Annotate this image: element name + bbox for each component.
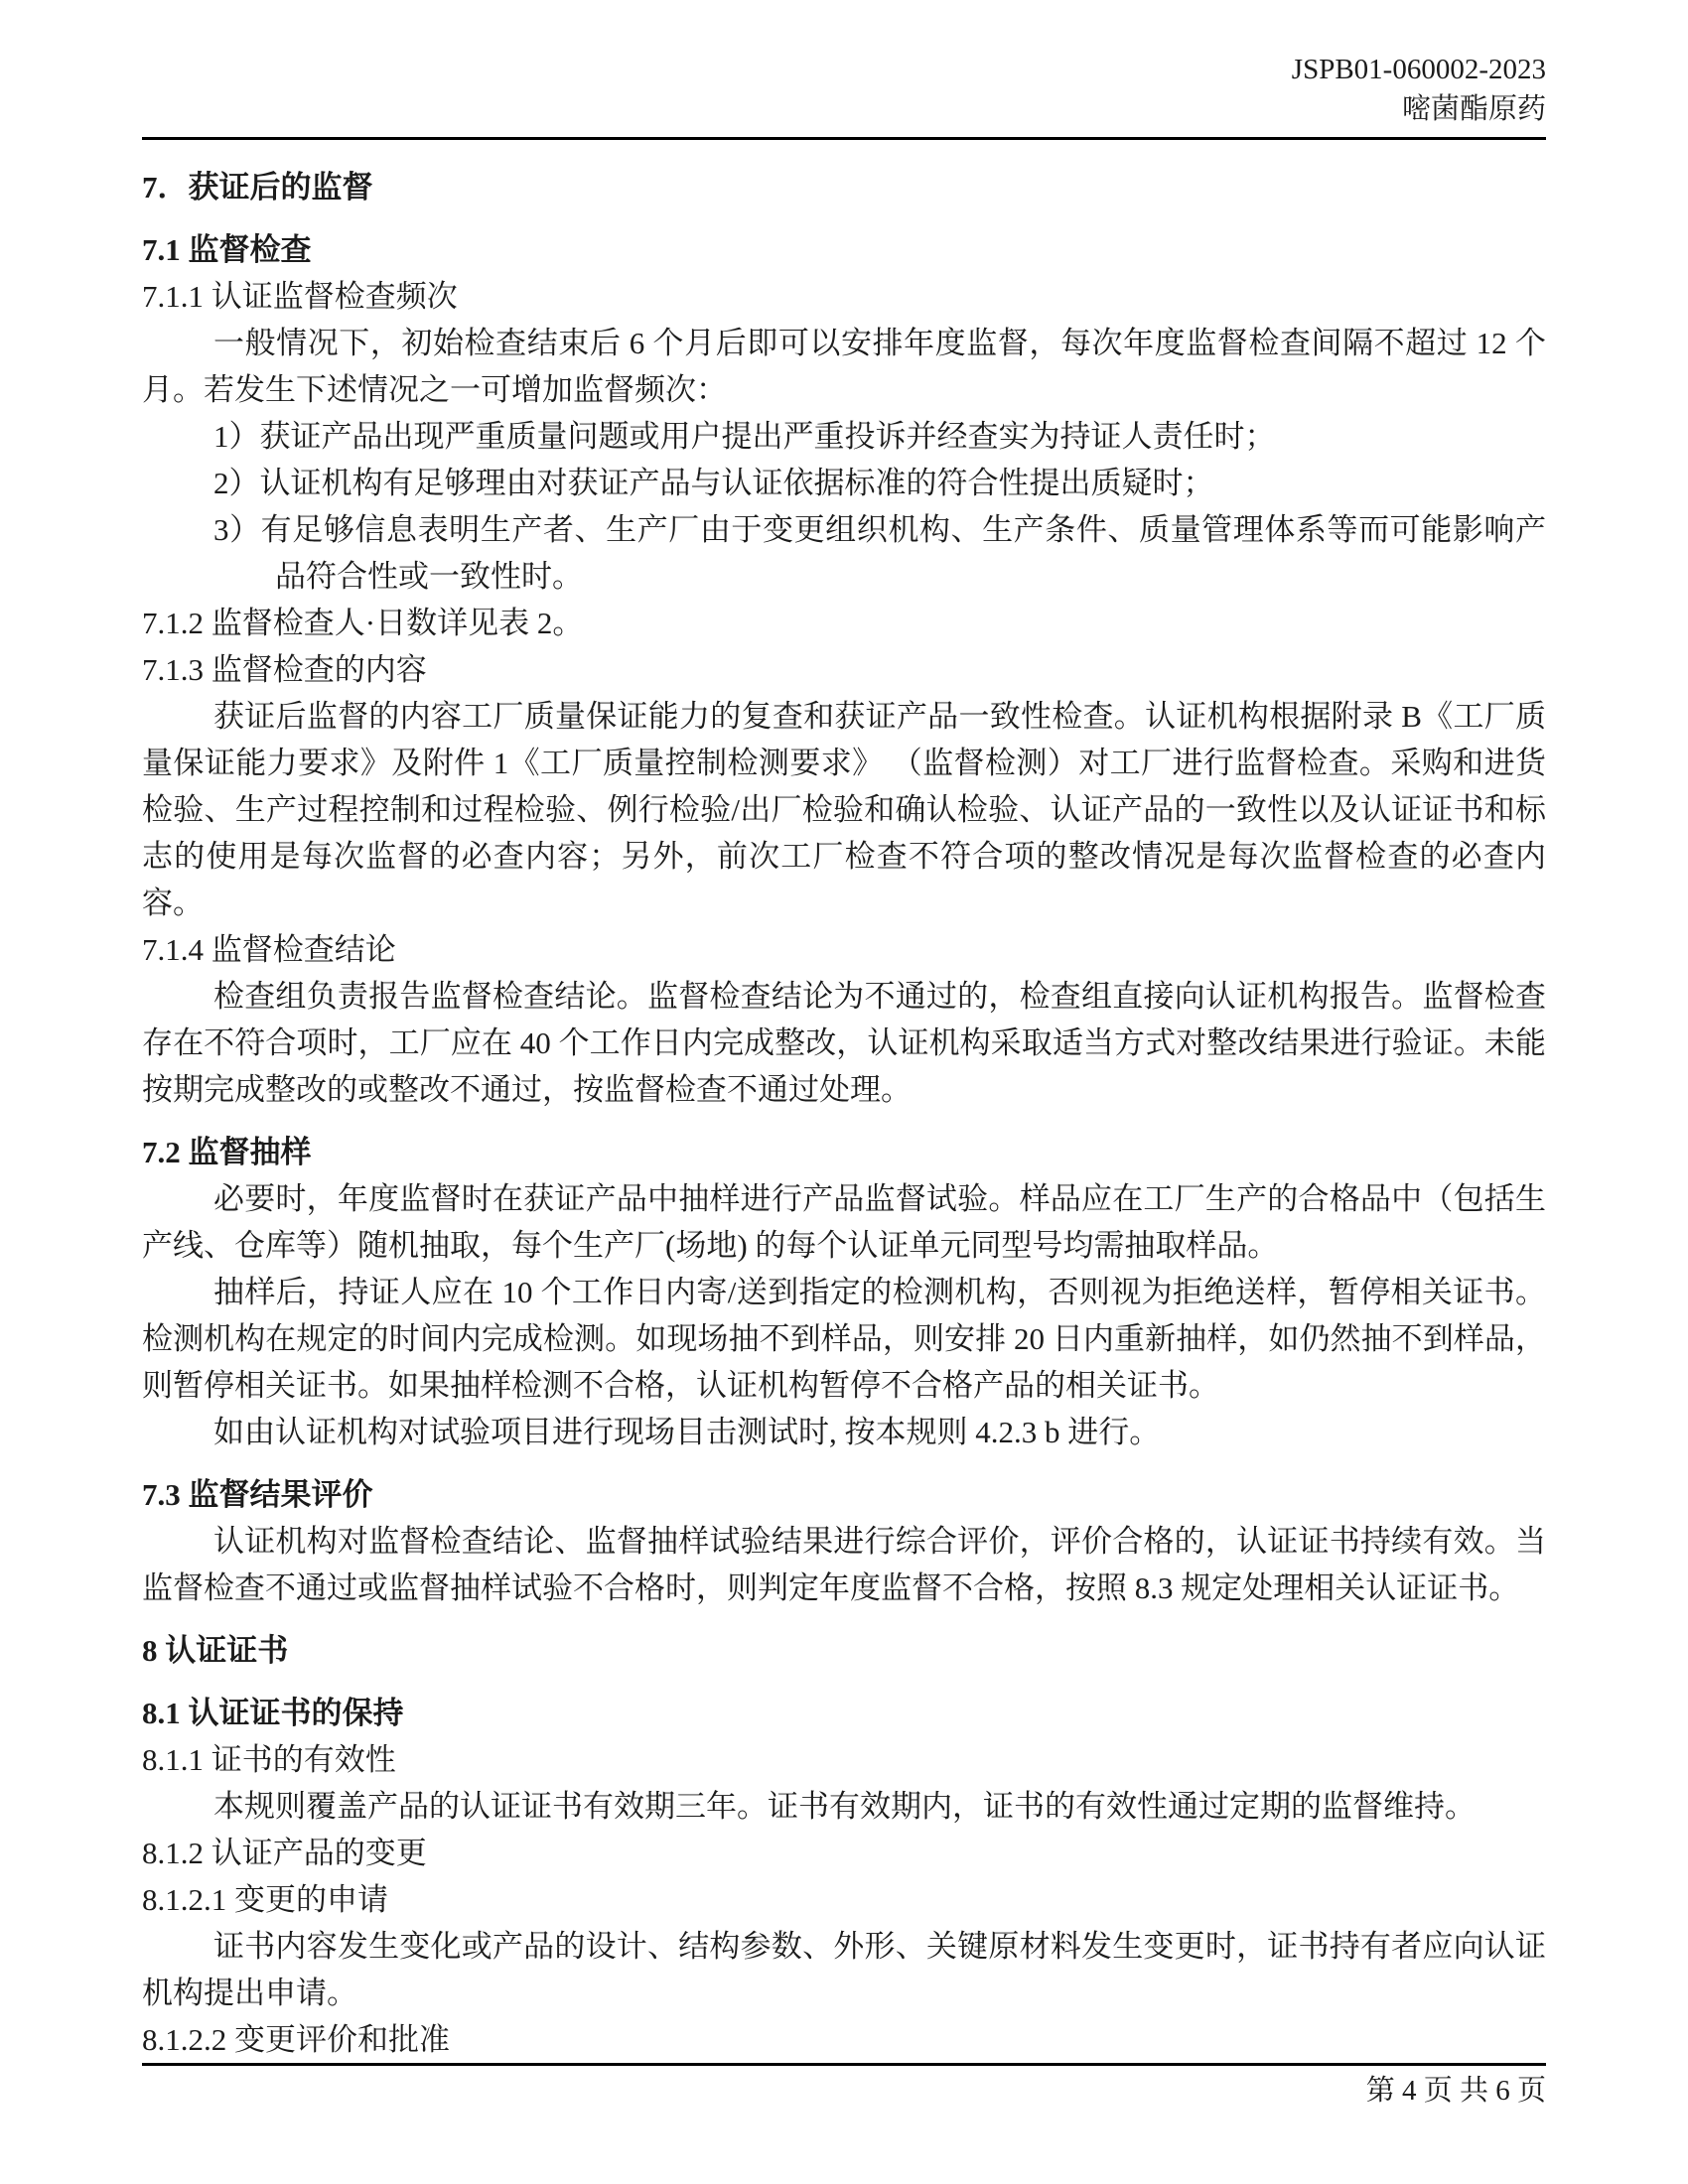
paragraph-sampling-3: 如由认证机构对试验项目进行现场目击测试时, 按本规则 4.2.3 b 进行。 [213, 1415, 1161, 1449]
paragraph-result-evaluation: 认证机构对监督检查结论、监督抽样试验结果进行综合评价，评价合格的，认证证书持续有效。当监督检查不通过或监督抽样试验不合格时，则判定年度监督不合格，按照 8.3 规定处理相关认证证书。 [142, 1524, 1546, 1605]
heading-8-1-certificate-maintenance: 8.1 认证证书的保持 [142, 1696, 404, 1730]
paragraph-sampling-1: 必要时，年度监督时在获证产品中抽样进行产品监督试验。样品应在工厂生产的合格品中（包括生产线、仓库等）随机抽取，每个生产厂(场地) 的每个认证单元同型号均需抽取样品。 [142, 1181, 1546, 1263]
clause-8-1-2-2: 8.1.2.2 变更评价和批准 [142, 2022, 450, 2057]
clause-8-1-1: 8.1.1 证书的有效性 [142, 1742, 396, 1777]
heading-8-certificate: 8 认证证书 [142, 1633, 289, 1668]
list-item-3: 3）有足够信息表明生产者、生产厂由于变更组织机构、生产条件、质量管理体系等而可能影响产品符合性或一致性时。 [213, 512, 1546, 594]
paragraph-change-application: 证书内容发生变化或产品的设计、结构参数、外形、关键原材料发生变更时，证书持有者应向认证机构提出申请。 [142, 1929, 1546, 2010]
clause-7-1-3: 7.1.3 监督检查的内容 [142, 652, 427, 687]
clause-7-1-2: 7.1.2 监督检查人·日数详见表 2。 [142, 606, 584, 640]
heading-7-3-result-evaluation: 7.3 监督结果评价 [142, 1477, 373, 1512]
page-footer [142, 2063, 1546, 2110]
list-item-1: 1）获证产品出现严重质量问题或用户提出严重投诉并经查实为持证人责任时； [213, 419, 1276, 454]
document-body [142, 164, 1546, 2063]
heading-7-post-cert-supervision: 7．获证后的监督 [142, 170, 373, 205]
paragraph-sampling-2: 抽样后，持证人应在 10 个工作日内寄/送到指定的检测机构，否则视为拒绝送样，暂停相关证书。检测机构在规定的时间内完成检测。如现场抽不到样品，则安排 20 日内重新抽样，如仍然抽不到样品，则暂停相关证书。如果抽样检测不合格，认证机构暂停不合格产品的相关证书。 [142, 1275, 1546, 1403]
clause-7-1-4: 7.1.4 监督检查结论 [142, 932, 396, 967]
page-number: 第 4 页 共 6 页 [1365, 2075, 1546, 2107]
header-rule [142, 137, 1546, 140]
list-item-2: 2）认证机构有足够理由对获证产品与认证依据标准的符合性提出质疑时； [213, 466, 1214, 500]
paragraph-inspection-conclusion: 检查组负责报告监督检查结论。监督检查结论为不通过的，检查组直接向认证机构报告。监督检查存在不符合项时，工厂应在 40 个工作日内完成整改，认证机构采取适当方式对整改结果进行验证。未能按期完成整改的或整改不通过，按监督检查不通过处理。 [142, 979, 1546, 1107]
heading-7-2-supervision-sampling: 7.2 监督抽样 [142, 1135, 312, 1169]
clause-7-1-1: 7.1.1 认证监督检查频次 [142, 279, 458, 314]
clause-8-1-2-1: 8.1.2.1 变更的申请 [142, 1882, 388, 1917]
doc-title: 嘧菌酯原药 [1401, 93, 1546, 125]
heading-7-1-supervision-inspection: 7.1 监督检查 [142, 232, 312, 267]
doc-code: JSPB01-060002-2023 [1291, 54, 1546, 85]
paragraph-certificate-validity: 本规则覆盖产品的认证证书有效期三年。证书有效期内，证书的有效性通过定期的监督维持。 [213, 1789, 1476, 1824]
clause-8-1-2: 8.1.2 认证产品的变更 [142, 1836, 427, 1870]
paragraph-inspection-content: 获证后监督的内容工厂质量保证能力的复查和获证产品一致性检查。认证机构根据附录 B《工厂质量保证能力要求》及附件 1《工厂质量控制检测要求》 （监督检测）对工厂进行监督检查。采购和进货检验、生产过程控制和过程检验、例行检验/出厂检验和确认检验、认证产品的一致性以及认证证书和标志的使用是每次监督的必查内容；另外，前次工厂检查不符合项的整改情况是每次监督检查的必查内容。 [142, 699, 1546, 920]
paragraph-inspection-frequency: 一般情况下，初始检查结束后 6 个月后即可以安排年度监督，每次年度监督检查间隔不超过 12 个月。若发生下述情况之一可增加监督频次： [142, 326, 1546, 407]
page-header [142, 50, 1546, 129]
footer-rule [142, 2063, 1546, 2066]
